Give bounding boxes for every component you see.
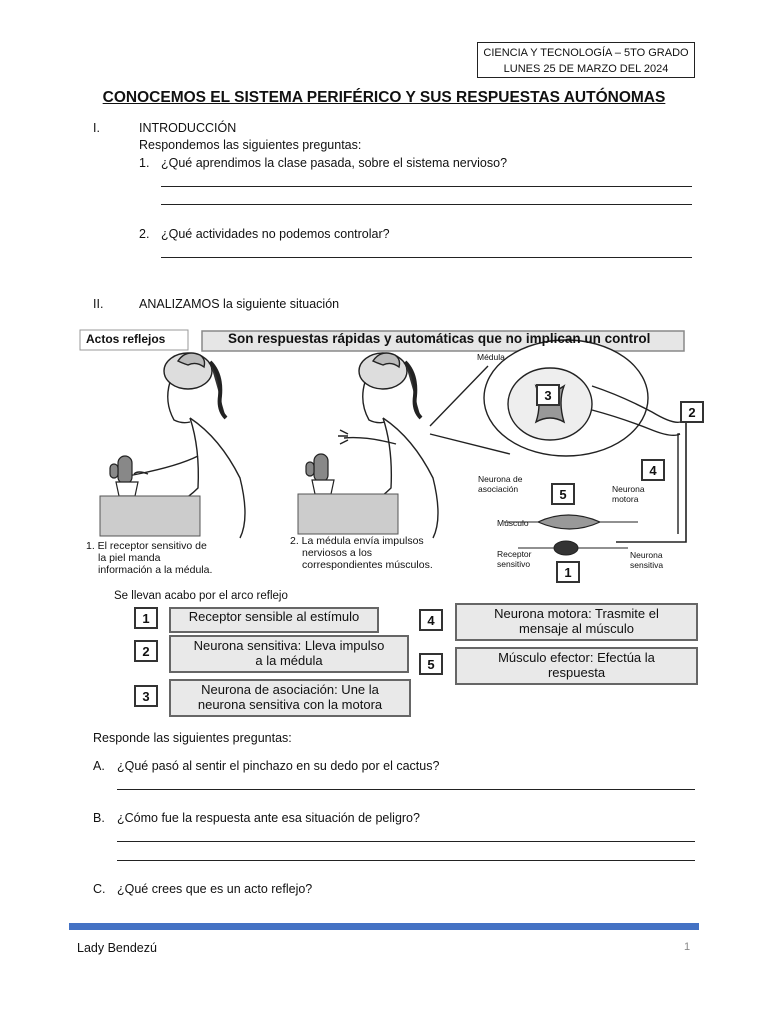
question-b-text: ¿Cómo fue la respuesta ante esa situación de peligro?: [117, 811, 420, 825]
table-left: [100, 496, 200, 536]
answer-line[interactable]: [161, 186, 692, 187]
caption2-line1: 2. La médula envía impulsos: [290, 535, 424, 547]
answer-line[interactable]: [117, 841, 695, 842]
page-title: CONOCEMOS EL SISTEMA PERIFÉRICO Y SUS RESPUESTAS AUTÓNOMAS: [102, 89, 666, 106]
answer-line[interactable]: [117, 789, 695, 790]
step2-line2: a la médula: [255, 653, 323, 668]
spinal-cord-diagram: [430, 340, 686, 542]
step5-text: [456, 650, 697, 680]
step5-line1: Músculo efector: Efectúa la: [498, 650, 655, 665]
diagram-number-3: 3: [536, 384, 560, 406]
footer-bar: [69, 923, 699, 930]
cactus-left-icon: [110, 456, 138, 496]
receptor-icon: [554, 541, 578, 555]
step-number-5: 5: [419, 653, 443, 675]
arc-title: Se llevan acabo por el arco reflejo: [114, 590, 288, 602]
footer-author: Lady Bendezú: [77, 941, 157, 955]
step4-line1: Neurona motora: Trasmite el: [494, 606, 659, 621]
step3-line2: neurona sensitiva con la motora: [197, 697, 383, 712]
question2-text: ¿Qué actividades no podemos controlar?: [161, 227, 390, 241]
question2-number: 2.: [139, 227, 150, 241]
question-b-letter: B.: [93, 811, 105, 825]
label-musculo: Músculo: [497, 518, 529, 528]
label-asociacion-1: Neurona de: [478, 474, 523, 484]
answer-line[interactable]: [161, 204, 692, 205]
section1-heading: INTRODUCCIÓN: [139, 121, 237, 135]
step3-line1: Neurona de asociación: Une la: [201, 682, 379, 697]
step-number-2: 2: [134, 640, 158, 662]
step2-line1: Neurona sensitiva: Lleva impulso: [193, 638, 385, 653]
step-number-4: 4: [419, 609, 443, 631]
step-number-1: 1: [134, 607, 158, 629]
diagram-number-5: 5: [551, 483, 575, 505]
header-box: [477, 42, 695, 78]
caption1-line1: 1. El receptor sensitivo de: [86, 540, 207, 552]
muscle-icon: [538, 515, 600, 529]
question-c-letter: C.: [93, 882, 106, 896]
question-c-text: ¿Qué crees que es un acto reflejo?: [117, 882, 313, 896]
step4-line2: mensaje al músculo: [519, 621, 634, 636]
section2-numeral: II.: [93, 297, 104, 311]
step3-text: [170, 682, 410, 712]
header-subject: CIENCIA Y TECNOLOGÍA – 5TO GRADO: [483, 47, 689, 59]
label-sensitiva-2: sensitiva: [630, 560, 664, 570]
section1-numeral: I.: [93, 121, 100, 135]
step1-text: Receptor sensible al estímulo: [188, 609, 360, 624]
section1-intro: Respondemos las siguientes preguntas:: [139, 138, 362, 152]
diagram-number-1: 1: [556, 561, 580, 583]
diagram-number-4: 4: [641, 459, 665, 481]
label-sensitiva-1: Neurona: [630, 550, 663, 560]
label-medula: Médula: [477, 352, 505, 362]
caption2-line3: correspondientes músculos.: [302, 559, 433, 571]
figure-banner: Son respuestas rápidas y automáticas que no implican un control: [228, 331, 651, 346]
header-date: LUNES 25 DE MARZO DEL 2024: [503, 63, 669, 75]
label-asociacion-2: asociación: [478, 484, 519, 494]
caption1-line2: la piel manda: [98, 552, 161, 564]
section2-heading: ANALIZAMOS la siguiente situación: [139, 297, 340, 311]
answer-line[interactable]: [117, 860, 695, 861]
question1-text: ¿Qué aprendimos la clase pasada, sobre el sistema nervioso?: [161, 156, 508, 170]
answer-line[interactable]: [161, 257, 692, 258]
question-a-text: ¿Qué pasó al sentir el pinchazo en su dedo por el cactus?: [117, 759, 440, 773]
diagram-number-2: 2: [680, 401, 704, 423]
step-number-3: 3: [134, 685, 158, 707]
cactus-right-icon: [306, 454, 334, 494]
question1-number: 1.: [139, 156, 150, 170]
questions-intro: Responde las siguientes preguntas:: [93, 731, 292, 745]
caption2-line2: nerviosos a los: [302, 547, 373, 559]
question-a-letter: A.: [93, 759, 105, 773]
figure-tag: Actos reflejos: [86, 332, 166, 346]
step5-line2: respuesta: [547, 665, 606, 680]
label-motora-2: motora: [612, 494, 639, 504]
table-right: [298, 494, 398, 534]
step4-text: [456, 606, 697, 636]
page-number: 1: [684, 941, 691, 953]
caption1-line3: información a la médula.: [98, 564, 213, 576]
label-receptor-2: sensitivo: [497, 559, 531, 569]
step2-text: [170, 638, 408, 668]
label-receptor-1: Receptor: [497, 549, 532, 559]
label-motora-1: Neurona: [612, 484, 645, 494]
